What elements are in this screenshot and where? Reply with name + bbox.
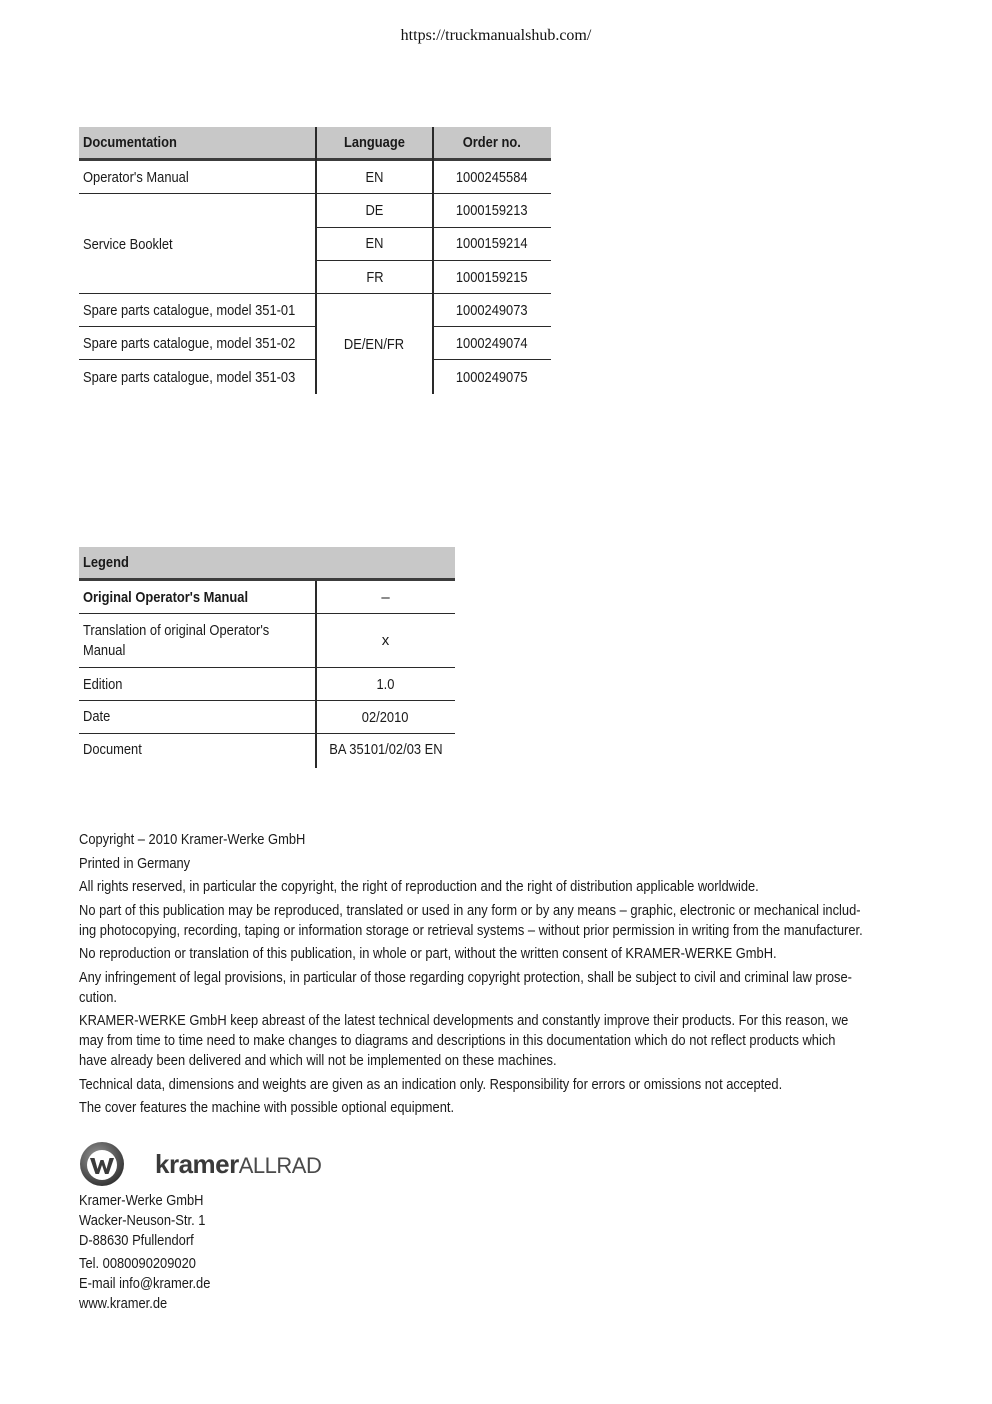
legend-label-document: Document: [83, 740, 142, 758]
kramer-logo: [79, 1141, 339, 1187]
legend-label-original: Original Operator's Manual: [83, 589, 249, 606]
paragraph: No reproduction or translation of this publication, in whole or part, without the written consent of KRAMER-WERKE GmbH.: [79, 945, 777, 962]
doc-language: DE: [365, 202, 384, 219]
doc-order-no: 1000249075: [456, 368, 528, 386]
doc-name-operators-manual: Operator's Manual: [83, 169, 189, 186]
wacker-neuson-w-logo-icon: [79, 1141, 125, 1187]
legend-label-edition: Edition: [83, 676, 123, 693]
doc-order-no: 1000159215: [456, 268, 528, 286]
doc-name-spare-parts: Spare parts catalogue, model 351-01: [83, 302, 296, 319]
doc-order-no: 1000245584: [456, 169, 528, 186]
column-header-documentation: Documentation: [83, 134, 177, 151]
company-name: Kramer-Werke GmbH: [79, 1192, 204, 1209]
paragraph: All rights reserved, in particular the copyright, the right of reproduction and the right of distribution applicable worldwide.: [79, 878, 759, 895]
legend-value: BA 35101/02/03 EN: [328, 740, 443, 758]
doc-order-no: 1000159214: [456, 235, 528, 252]
email-link[interactable]: E-mail info@kramer.de: [79, 1275, 211, 1292]
legend-label-translation: Translation of original Operator's Manual: [83, 621, 270, 659]
legend-value: x: [381, 632, 390, 649]
company-address: [79, 1191, 232, 1314]
street: Wacker-Neuson-Str. 1: [79, 1212, 206, 1229]
paragraph: Any infringement of legal provisions, in particular of those regarding copyright protection, shall be subject to civil and criminal law prose- cution.: [79, 968, 852, 1006]
paragraph: No part of this publication may be reproduced, translated or used in any form or by any means – graphic, electronic or mechanical includ- ing photocopying, recording, taping or information storage or retrieval systems – without prior permission in writing from the manufacturer.: [79, 901, 863, 939]
doc-order-no: 1000159213: [456, 202, 528, 219]
legend-value: –: [381, 589, 390, 606]
paragraph: The cover features the machine with possible optional equipment.: [79, 1099, 455, 1116]
website-link[interactable]: www.kramer.de: [79, 1295, 168, 1312]
doc-language: EN: [365, 235, 384, 252]
paragraph: Technical data, dimensions and weights are given as an indication only. Responsibility for errors or omissions not accepted.: [79, 1075, 783, 1093]
telephone: Tel. 0080090209020: [79, 1255, 196, 1272]
paragraph: KRAMER-WERKE GmbH keep abreast of the latest technical developments and constantly improve their products. For this reason, we may from time to time need to make changes to diagrams and descriptions in this documentation which do not reflect products which have already been delivered and which will not be implemented on these machines.: [79, 1012, 849, 1069]
copyright-line: Copyright – 2010 Kramer-Werke GmbH: [79, 831, 306, 848]
city: D-88630 Pfullendorf: [79, 1232, 194, 1249]
doc-name-spare-parts: Spare parts catalogue, model 351-02: [83, 335, 296, 352]
doc-language-spare-parts: DE/EN/FR: [344, 335, 405, 353]
doc-order-no: 1000249073: [456, 302, 528, 319]
doc-language: FR: [365, 268, 384, 286]
copyright-text: [79, 830, 909, 1122]
legend-value: 1.0: [376, 676, 395, 693]
legend-value: 02/2010: [362, 709, 409, 726]
doc-name-spare-parts: Spare parts catalogue, model 351-03: [83, 368, 296, 386]
column-header-order-no: Order no.: [462, 134, 522, 151]
kramer-allrad-wordmark: kramerALLRAD: [155, 1149, 322, 1179]
printed-in-line: Printed in Germany: [79, 854, 191, 872]
column-header-language: Language: [344, 134, 405, 151]
legend-label-date: Date: [83, 707, 111, 725]
doc-order-no: 1000249074: [456, 335, 528, 352]
source-url[interactable]: https://truckmanualshub.com/: [400, 27, 592, 44]
doc-name-service-booklet: Service Booklet: [83, 235, 173, 253]
legend-header: Legend: [83, 554, 129, 571]
doc-language: EN: [365, 169, 384, 186]
